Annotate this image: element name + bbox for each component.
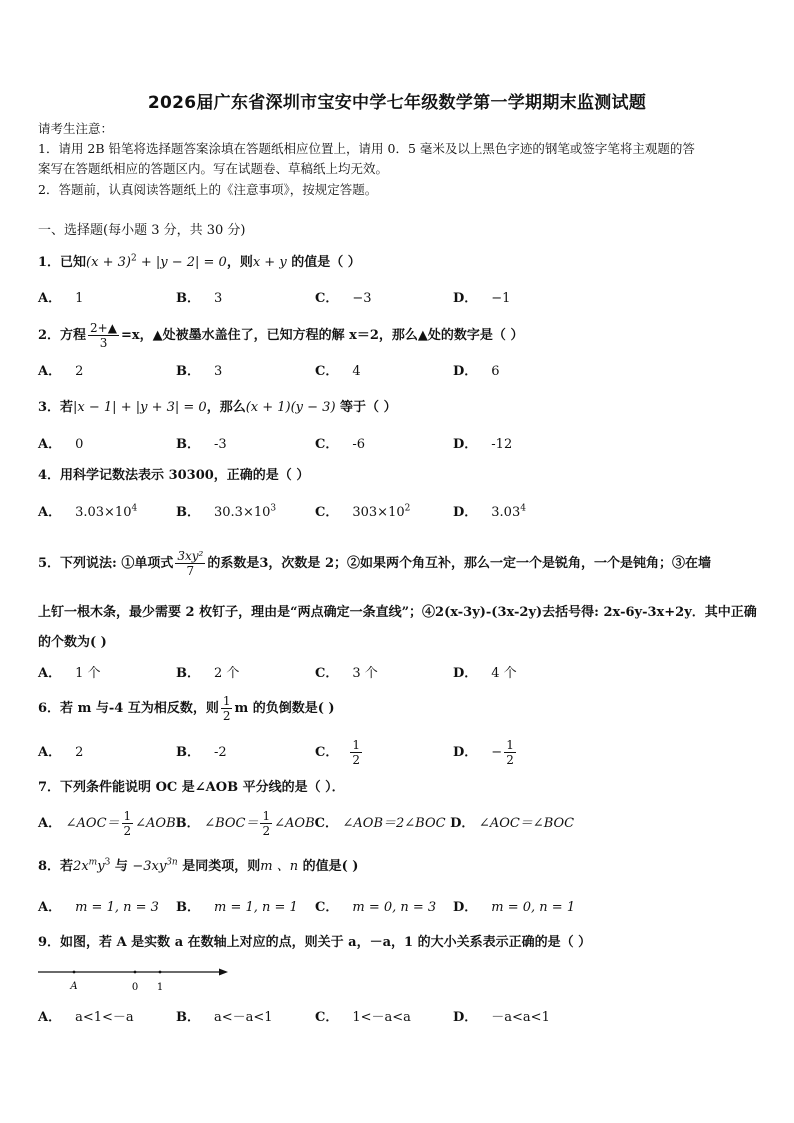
question-6 — [38, 692, 335, 726]
q6-fraction: $\frac{1}{2}$ — [222, 694, 231, 723]
point-1-dot — [159, 971, 162, 974]
q1-option-d[interactable]: D． −1 — [453, 291, 511, 306]
q5-option-b[interactable]: B． 2 个 — [176, 666, 240, 681]
q2-post: =x，▲处被墨水盖住了，已知方程的解 x＝2，那么▲处的数字是（ ） — [120, 328, 524, 343]
q1-mid: ，则 — [226, 255, 253, 270]
q9-option-d[interactable]: D． －a<a<1 — [453, 1010, 550, 1025]
notes-heading: 请考生注意： — [38, 121, 114, 136]
q2-option-d[interactable]: D． 6 — [453, 364, 500, 379]
q7-option-d[interactable]: D． ∠AOC＝∠BOC — [450, 816, 575, 831]
q1-option-c[interactable]: C． −3 — [315, 291, 372, 306]
q5-line-3: 的个数为( ) — [38, 635, 107, 650]
q6-post: m 的负倒数是( ) — [234, 701, 335, 716]
arrow-head-icon — [219, 969, 228, 976]
q2-fraction: $\frac{2+▲}{3}$ — [90, 321, 117, 350]
q2-option-c[interactable]: C． 4 — [315, 364, 361, 379]
q3-expr2: (x + 1)(y − 3) — [245, 400, 336, 415]
q6-option-a[interactable]: A． 2 — [38, 745, 84, 760]
q5-pre: 5．下列说法: ①单项式 — [38, 556, 174, 571]
q3-option-a[interactable]: A． 0 — [38, 437, 84, 452]
q5-option-a[interactable]: A． 1 个 — [38, 666, 101, 681]
q6-pre: 6．若 m 与-4 互为相反数，则 — [38, 701, 219, 716]
question-8: 8．若$2x^my^3$ 与 $-3xy^{3n}$ 是同类项，则m 、n 的值是( ) — [38, 857, 359, 874]
notes-line-3: 2．答题前，认真阅读答题纸上的《注意事项》，按规定答题。 — [38, 182, 378, 197]
question-1 — [38, 254, 361, 272]
q8-option-b[interactable]: B． m = 1, n = 1 — [176, 900, 298, 915]
q4-option-d[interactable]: D． 3.03$^4$ — [453, 503, 526, 520]
q6-option-c[interactable]: C． $\frac{1}{2}$ — [315, 738, 360, 767]
q2-option-a[interactable]: A． 2 — [38, 364, 84, 379]
label-zero: 0 — [131, 982, 139, 993]
notes-line-2: 案写在答题纸相应的答题区内。写在试题卷、草稿纸上均无效。 — [38, 161, 389, 176]
q4-option-a[interactable]: A． $3.03\times 10^4$ — [38, 503, 138, 520]
q5-fraction: $\frac{\text{3xy²}}{7}$ — [177, 549, 204, 578]
question-7: 7．下列条件能说明 OC 是∠AOB 平分线的是（ ）． — [38, 780, 345, 795]
q6-option-d[interactable]: D． − $\frac{1}{2}$ — [453, 738, 514, 767]
q1-expr2: + |y − 2| = 0 — [136, 255, 227, 270]
q7-option-b[interactable]: B． ∠BOC＝ $\frac{1}{2}$ ∠AOB — [175, 809, 315, 838]
question-3 — [38, 399, 397, 417]
q3-option-c[interactable]: C． -6 — [315, 437, 366, 452]
question-2 — [38, 319, 523, 353]
q9-option-a[interactable]: A． a<1<－a — [38, 1010, 134, 1025]
number-line-figure — [36, 962, 236, 996]
q7-options — [38, 807, 574, 841]
q1-pre: 1．已知 — [38, 255, 87, 270]
q8-option-d[interactable]: D． m = 0, n = 1 — [453, 900, 576, 915]
q7-option-a[interactable]: A． ∠AOC＝ $\frac{1}{2}$ ∠AOB — [38, 809, 176, 838]
q7-option-c[interactable]: C． ∠AOB＝2∠BOC — [314, 816, 446, 831]
label-one: 1 — [156, 982, 164, 993]
q3-option-d[interactable]: D． -12 — [453, 437, 513, 452]
q4-option-c[interactable]: C． $303\times 10^2$ — [315, 503, 411, 520]
q1-expr: (x + 3) — [86, 255, 131, 270]
q3-post: 等于（ ） — [335, 400, 397, 415]
page-title: 2026届广东省深圳市宝安中学七年级数学第一学期期末监测试题 — [147, 93, 647, 113]
q8-pre: 8．若 — [38, 859, 74, 874]
q3-option-b[interactable]: B． -3 — [176, 437, 227, 452]
q5-option-c[interactable]: C． 3 个 — [315, 666, 378, 681]
notes-line-1: 1．请用 2B 铅笔将选择题答案涂填在答题纸相应位置上，请用 0．5 毫米及以上黑色字迹的钢笔或签字笔将主观题的答 — [38, 141, 695, 156]
question-9: 9．如图，若 A 是实数 a 在数轴上对应的点，则关于 a，－a，1 的大小关系表示正确的是（ ） — [38, 935, 592, 950]
q5-option-d[interactable]: D． 4 个 — [453, 666, 517, 681]
point-0-dot — [134, 971, 137, 974]
q6-option-b[interactable]: B． -2 — [176, 745, 227, 760]
q1-option-a[interactable]: A． 1 — [38, 291, 84, 306]
q3-pre: 3．若 — [38, 400, 74, 415]
q1-option-b[interactable]: B． 3 — [176, 291, 223, 306]
question-4: 4．用科学记数法表示 30300，正确的是（ ） — [38, 468, 310, 483]
q1-exp: 2 — [130, 253, 137, 264]
q4-option-b[interactable]: B． $30.3\times 10^3$ — [176, 503, 277, 520]
q1-post: 的值是（ ） — [286, 255, 361, 270]
q3-expr: |x − 1| + |y + 3| = 0 — [73, 400, 207, 415]
q8-option-c[interactable]: C． m = 0, n = 3 — [315, 900, 437, 915]
point-a-dot — [73, 971, 76, 974]
q3-mid: ，那么 — [206, 400, 246, 415]
q2-option-b[interactable]: B． 3 — [176, 364, 223, 379]
q9-option-b[interactable]: B． a<－a<1 — [176, 1010, 273, 1025]
q2-pre: 2．方程 — [38, 328, 87, 343]
q5-line-2: 上钉一根木条，最少需要 2 枚钉子，理由是“两点确定一条直线”；④2(x-3y)-(3x-2y)去括号得: 2x-6y-3x+2y．其中正确 — [38, 605, 757, 620]
q8-option-a[interactable]: A． m = 1, n = 3 — [38, 900, 159, 915]
label-point-a: A — [70, 981, 78, 992]
q9-option-c[interactable]: C． 1<－a<a — [315, 1010, 411, 1025]
q5-post: 的系数是3，次数是 2；②如果两个角互补，那么一定一个是锐角，一个是钝角；③在墙 — [207, 556, 711, 571]
q1-var: x + y — [252, 255, 287, 270]
section-heading: 一、选择题(每小题 3 分，共 30 分) — [38, 223, 246, 238]
question-5 — [38, 547, 711, 581]
